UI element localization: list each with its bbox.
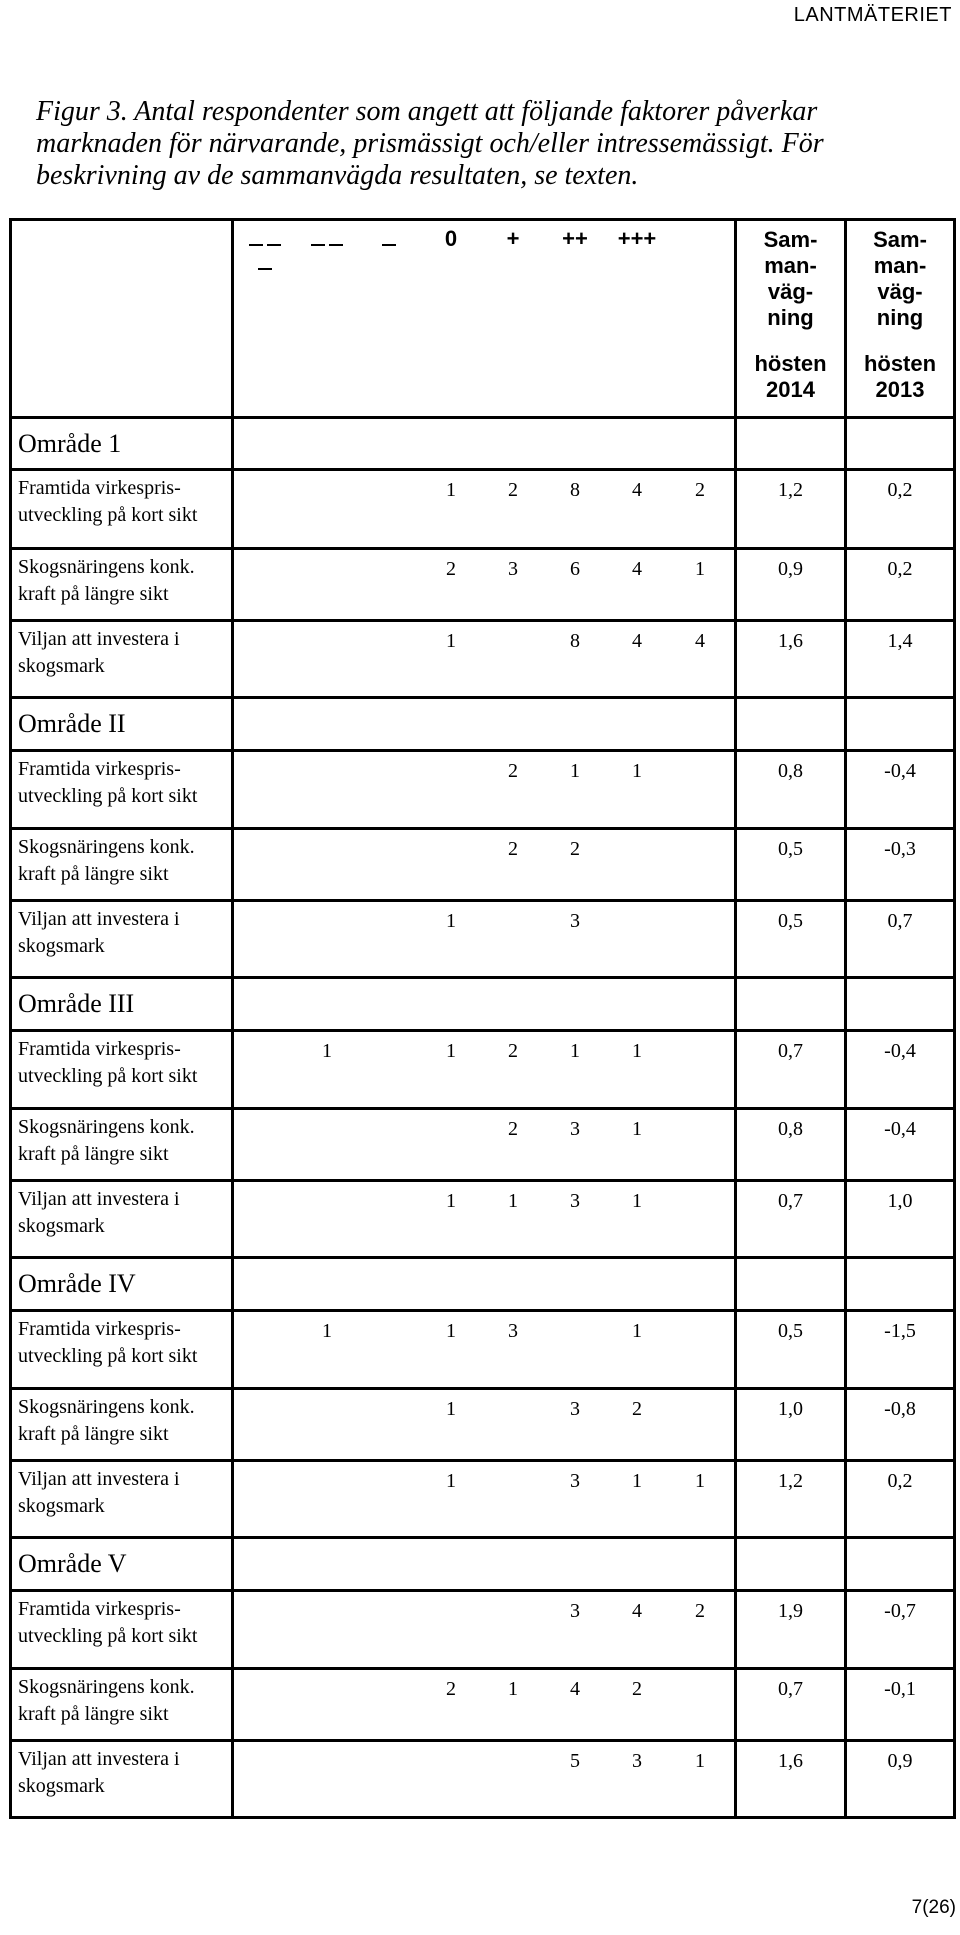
count-value: 8 xyxy=(570,479,580,502)
count-value xyxy=(668,1320,732,1343)
sam-2013-value xyxy=(846,1310,955,1388)
sam-2014-value xyxy=(736,1388,846,1460)
count-value xyxy=(296,910,358,933)
count-value: 1 xyxy=(446,1469,456,1492)
area-name: Område III xyxy=(11,977,233,1030)
empty-cell xyxy=(736,977,846,1030)
count-cells xyxy=(233,828,736,900)
count-value: 3 xyxy=(570,909,580,932)
sam-2014-text: 1,2 xyxy=(778,1469,803,1492)
sam-2013-text: -0,3 xyxy=(884,837,916,860)
count-value xyxy=(234,1600,296,1623)
row-label: Skogsnäringens konk. kraft på längre sikt xyxy=(11,1668,233,1740)
row-label: Framtida virkespris-utveckling på kort sikt xyxy=(11,1030,233,1108)
count-value: 4 xyxy=(632,479,642,502)
sam-2014-value xyxy=(736,1460,846,1537)
count-value xyxy=(296,1118,358,1141)
count-value: 4 xyxy=(570,1677,580,1700)
empty-header-cell xyxy=(11,220,233,418)
sam-2014-text: 1,0 xyxy=(778,1397,803,1420)
figure-caption: Figur 3. Antal respondenter som angett att följande faktorer påverkar marknaden för närvarande, prismässigt och/eller intressemässigt. För beskrivning av de sammanvägda resultaten, se texten. xyxy=(36,96,824,191)
empty-cell xyxy=(846,697,955,750)
count-value xyxy=(420,760,482,783)
count-value: 1 xyxy=(632,1039,642,1062)
empty-cell xyxy=(736,1257,846,1310)
count-value: 3 xyxy=(570,1469,580,1492)
count-value xyxy=(296,1190,358,1213)
col-header-plus3: +++ xyxy=(617,226,657,251)
count-value: 2 xyxy=(508,479,518,502)
sam-2013-text: -1,5 xyxy=(884,1319,916,1342)
count-value xyxy=(234,1398,296,1421)
sam-2013-text: 1,0 xyxy=(887,1189,913,1212)
count-value xyxy=(668,1040,732,1063)
col-header-minus2 xyxy=(296,227,358,251)
sam-2013-text: -0,4 xyxy=(884,1039,916,1062)
count-value: 2 xyxy=(508,1117,518,1140)
count-cells xyxy=(233,1460,736,1537)
row-label: Framtida virkespris-utveckling på kort sikt xyxy=(11,750,233,828)
count-cells xyxy=(233,470,736,548)
col-header-plus2: ++ xyxy=(562,226,588,251)
count-value xyxy=(234,1678,296,1701)
count-value xyxy=(482,1600,544,1623)
count-value: 1 xyxy=(322,1319,332,1342)
count-cells xyxy=(233,1310,736,1388)
row-label: Viljan att investera i skogsmark xyxy=(11,900,233,977)
count-value xyxy=(358,1470,420,1493)
count-value: 1 xyxy=(632,759,642,782)
area-name: Område IV xyxy=(11,1257,233,1310)
sam-2014-text: 1,6 xyxy=(778,629,803,652)
row-label: Viljan att investera i skogsmark xyxy=(11,620,233,697)
sam-2013-value xyxy=(846,828,955,900)
sam-2013-value xyxy=(846,1180,955,1257)
row-label: Framtida virkespris-utveckling på kort sikt xyxy=(11,470,233,548)
sam-2013-value xyxy=(846,1108,955,1180)
count-value xyxy=(358,1600,420,1623)
table-row xyxy=(11,1180,955,1257)
table-row xyxy=(11,1030,955,1108)
count-value: 1 xyxy=(508,1677,518,1700)
area-row xyxy=(11,417,955,470)
count-value: 2 xyxy=(632,1397,642,1420)
empty-cell xyxy=(233,1537,736,1590)
count-value xyxy=(296,838,358,861)
count-cells xyxy=(233,548,736,620)
count-value xyxy=(482,630,544,653)
table-row xyxy=(11,1388,955,1460)
sam-2014-text: 0,7 xyxy=(778,1039,803,1062)
row-label: Viljan att investera i skogsmark xyxy=(11,1460,233,1537)
count-value: 2 xyxy=(570,837,580,860)
table-row xyxy=(11,750,955,828)
count-value: 2 xyxy=(632,1677,642,1700)
table-row xyxy=(11,900,955,977)
count-value: 2 xyxy=(508,1039,518,1062)
area-name: Område II xyxy=(11,697,233,750)
count-value xyxy=(482,1398,544,1421)
sam-2013-text: -0,4 xyxy=(884,759,916,782)
count-value: 1 xyxy=(632,1469,642,1492)
row-label: Skogsnäringens konk. kraft på längre sikt xyxy=(11,548,233,620)
count-value xyxy=(234,1470,296,1493)
count-value xyxy=(296,760,358,783)
sam-2014-value xyxy=(736,1180,846,1257)
count-value xyxy=(358,1320,420,1343)
sam-2014-value xyxy=(736,548,846,620)
header-row xyxy=(11,220,955,418)
table-row xyxy=(11,1590,955,1668)
sam-2014-value xyxy=(736,750,846,828)
count-value xyxy=(358,1398,420,1421)
table-row xyxy=(11,828,955,900)
sam-2014-value xyxy=(736,1310,846,1388)
sam-2013-value xyxy=(846,900,955,977)
count-value xyxy=(482,1750,544,1773)
count-value: 3 xyxy=(570,1599,580,1622)
sam-2013-value xyxy=(846,548,955,620)
sam-2013-text: 0,2 xyxy=(887,557,913,580)
count-value xyxy=(296,479,358,502)
sam-2013-header: Sam- man- väg- ning hösten 2013 xyxy=(846,220,955,418)
count-value xyxy=(358,1750,420,1773)
row-label: Framtida virkespris-utveckling på kort sikt xyxy=(11,1310,233,1388)
sam-2013-value xyxy=(846,1590,955,1668)
count-value: 4 xyxy=(695,629,705,652)
org-header: LANTMÄTERIET xyxy=(793,4,952,26)
count-value xyxy=(358,1040,420,1063)
count-value: 1 xyxy=(446,909,456,932)
table-row xyxy=(11,1740,955,1817)
empty-cell xyxy=(736,697,846,750)
sam-2014-text: 0,8 xyxy=(778,759,803,782)
row-label: Framtida virkespris-utveckling på kort sikt xyxy=(11,1590,233,1668)
count-value: 2 xyxy=(446,1677,456,1700)
empty-cell xyxy=(846,1257,955,1310)
count-value xyxy=(234,760,296,783)
count-value: 3 xyxy=(570,1397,580,1420)
count-value: 1 xyxy=(695,1469,705,1492)
scale-header-cell xyxy=(233,220,736,418)
sam-2014-value xyxy=(736,1668,846,1740)
count-value: 1 xyxy=(570,759,580,782)
sam-2013-value xyxy=(846,1388,955,1460)
count-cells xyxy=(233,620,736,697)
empty-cell xyxy=(233,697,736,750)
count-cells xyxy=(233,900,736,977)
count-value: 1 xyxy=(695,1749,705,1772)
count-value: 8 xyxy=(570,629,580,652)
count-value: 3 xyxy=(508,557,518,580)
sam-2014-text: 0,5 xyxy=(778,909,803,932)
count-cells xyxy=(233,1108,736,1180)
count-value xyxy=(234,1320,296,1343)
count-value xyxy=(234,910,296,933)
count-cells xyxy=(233,1388,736,1460)
sam-2014-value xyxy=(736,470,846,548)
count-value: 2 xyxy=(446,557,456,580)
count-value: 2 xyxy=(695,479,705,502)
count-value: 4 xyxy=(632,1599,642,1622)
count-value xyxy=(668,838,732,861)
col-header-plus1: + xyxy=(506,226,520,251)
count-value xyxy=(358,838,420,861)
count-value xyxy=(358,1678,420,1701)
count-cells xyxy=(233,750,736,828)
count-value xyxy=(668,1190,732,1213)
sam-2013-value xyxy=(846,1740,955,1817)
count-value xyxy=(358,558,420,581)
table-row xyxy=(11,1108,955,1180)
count-value xyxy=(358,760,420,783)
count-value xyxy=(606,910,668,933)
count-value: 1 xyxy=(508,1189,518,1212)
sam-2013-text: -0,8 xyxy=(884,1397,916,1420)
count-value xyxy=(358,910,420,933)
count-value xyxy=(544,1320,606,1343)
sam-2013-value xyxy=(846,620,955,697)
sam-2014-value xyxy=(736,1030,846,1108)
row-label: Skogsnäringens konk. kraft på längre sikt xyxy=(11,828,233,900)
count-value: 3 xyxy=(632,1749,642,1772)
empty-cell xyxy=(846,977,955,1030)
sam-2014-text: 0,7 xyxy=(778,1189,803,1212)
count-value xyxy=(420,1600,482,1623)
count-value: 1 xyxy=(632,1319,642,1342)
sam-2014-text: 0,5 xyxy=(778,1319,803,1342)
count-value xyxy=(668,910,732,933)
count-value xyxy=(234,1118,296,1141)
area-row xyxy=(11,1257,955,1310)
sam-2013-text: 0,7 xyxy=(887,909,913,932)
col-header-minus3 xyxy=(234,227,296,275)
count-value xyxy=(420,1750,482,1773)
count-value xyxy=(668,760,732,783)
count-value xyxy=(296,1750,358,1773)
count-value xyxy=(296,1398,358,1421)
count-value xyxy=(234,1190,296,1213)
sam-2013-value xyxy=(846,1668,955,1740)
page-number: 7(26) xyxy=(911,1897,956,1918)
count-cells xyxy=(233,1030,736,1108)
sam-2013-value xyxy=(846,1460,955,1537)
count-cells xyxy=(233,1180,736,1257)
count-value xyxy=(296,630,358,653)
area-row xyxy=(11,977,955,1030)
count-value: 1 xyxy=(446,1039,456,1062)
sam-2013-value xyxy=(846,470,955,548)
empty-cell xyxy=(736,1537,846,1590)
count-value: 6 xyxy=(570,557,580,580)
table-row xyxy=(11,1668,955,1740)
count-value xyxy=(606,838,668,861)
area-name: Område 1 xyxy=(11,417,233,470)
table-row xyxy=(11,1460,955,1537)
count-value: 3 xyxy=(570,1117,580,1140)
empty-cell xyxy=(846,1537,955,1590)
count-value: 2 xyxy=(508,759,518,782)
sam-2014-value xyxy=(736,900,846,977)
sam-2014-text: 0,8 xyxy=(778,1117,803,1140)
empty-cell xyxy=(233,417,736,470)
count-value: 5 xyxy=(570,1749,580,1772)
count-value xyxy=(234,630,296,653)
count-value xyxy=(668,1398,732,1421)
area-name: Område V xyxy=(11,1537,233,1590)
sam-2013-text: -0,1 xyxy=(884,1677,916,1700)
count-value: 3 xyxy=(508,1319,518,1342)
sam-2013-text: -0,4 xyxy=(884,1117,916,1140)
row-label: Viljan att investera i skogsmark xyxy=(11,1740,233,1817)
empty-cell xyxy=(736,417,846,470)
sam-2013-text: 0,2 xyxy=(887,1469,913,1492)
count-value: 1 xyxy=(695,557,705,580)
count-value: 4 xyxy=(632,557,642,580)
count-cells xyxy=(233,1668,736,1740)
sam-2013-text: 1,4 xyxy=(887,629,913,652)
count-value xyxy=(234,1750,296,1773)
count-value xyxy=(296,1678,358,1701)
count-value: 2 xyxy=(508,837,518,860)
sam-2014-text: 0,5 xyxy=(778,837,803,860)
count-value xyxy=(668,1118,732,1141)
count-value: 1 xyxy=(322,1039,332,1062)
area-row xyxy=(11,1537,955,1590)
results-table xyxy=(9,218,956,1819)
row-label: Skogsnäringens konk. kraft på längre sikt xyxy=(11,1108,233,1180)
count-value: 1 xyxy=(446,1319,456,1342)
count-value xyxy=(358,630,420,653)
count-cells xyxy=(233,1740,736,1817)
count-value: 1 xyxy=(632,1117,642,1140)
count-value: 1 xyxy=(446,1189,456,1212)
count-value xyxy=(234,838,296,861)
area-row xyxy=(11,697,955,750)
table-row xyxy=(11,1310,955,1388)
count-value xyxy=(296,1470,358,1493)
count-value: 2 xyxy=(695,1599,705,1622)
row-label: Skogsnäringens konk. kraft på längre sikt xyxy=(11,1388,233,1460)
count-cells xyxy=(233,1590,736,1668)
count-value xyxy=(358,1118,420,1141)
sam-2014-text: 1,2 xyxy=(778,479,803,502)
empty-cell xyxy=(233,1257,736,1310)
row-label: Viljan att investera i skogsmark xyxy=(11,1180,233,1257)
table-row xyxy=(11,470,955,548)
table-row xyxy=(11,548,955,620)
count-value xyxy=(234,479,296,502)
sam-2014-text: 1,6 xyxy=(778,1749,803,1772)
count-value xyxy=(668,1678,732,1701)
sam-2013-text: 0,2 xyxy=(887,479,913,502)
count-value xyxy=(482,1470,544,1493)
count-value xyxy=(420,838,482,861)
empty-cell xyxy=(233,977,736,1030)
col-header-minus1 xyxy=(358,227,420,251)
count-value xyxy=(234,1040,296,1063)
count-value xyxy=(234,558,296,581)
sam-2014-text: 1,9 xyxy=(778,1599,803,1622)
count-value: 1 xyxy=(570,1039,580,1062)
count-value xyxy=(420,1118,482,1141)
col-header-zero: 0 xyxy=(444,226,458,251)
count-value xyxy=(296,1600,358,1623)
count-value xyxy=(358,479,420,502)
count-value: 4 xyxy=(632,629,642,652)
sam-2014-value xyxy=(736,1740,846,1817)
sam-2013-text: -0,7 xyxy=(884,1599,916,1622)
sam-2014-value xyxy=(736,620,846,697)
sam-2014-header: Sam- man- väg- ning hösten 2014 xyxy=(736,220,846,418)
count-value xyxy=(482,910,544,933)
sam-2013-text: 0,9 xyxy=(887,1749,913,1772)
sam-2014-value xyxy=(736,1108,846,1180)
sam-2014-value xyxy=(736,828,846,900)
sam-2013-value xyxy=(846,750,955,828)
count-value: 1 xyxy=(446,479,456,502)
table-row xyxy=(11,620,955,697)
count-value: 1 xyxy=(446,629,456,652)
count-value: 3 xyxy=(570,1189,580,1212)
count-value: 1 xyxy=(632,1189,642,1212)
count-value: 1 xyxy=(446,1397,456,1420)
sam-2014-value xyxy=(736,1590,846,1668)
count-value xyxy=(296,558,358,581)
sam-2014-text: 0,7 xyxy=(778,1677,803,1700)
sam-2014-text: 0,9 xyxy=(778,557,803,580)
empty-cell xyxy=(846,417,955,470)
sam-2013-value xyxy=(846,1030,955,1108)
count-value xyxy=(358,1190,420,1213)
